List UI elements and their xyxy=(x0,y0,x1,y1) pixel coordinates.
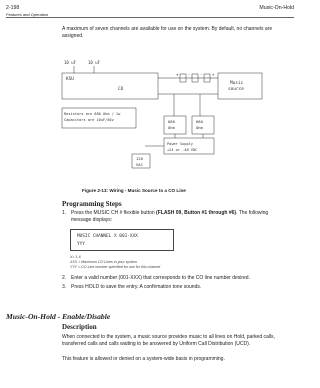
ksu-label: KSU xyxy=(66,77,74,82)
lcd-display xyxy=(70,229,174,251)
plus-left: + xyxy=(176,72,179,77)
description-paragraph-1: When connected to the system, a music source provides music to all lines on Hold, parked calls, transferred calls and calls waiting to be answered by Uniform Call Distribution (UCD). xyxy=(62,334,275,348)
r1-unit: Ohm xyxy=(168,125,175,130)
cap-left-label: 10 uF xyxy=(64,60,77,65)
ksu-box xyxy=(62,73,158,99)
intro-paragraph: A maximum of seven channels are available for use on the system. By default, no channels are assigned. xyxy=(62,26,273,40)
cap-right-label: 10 uF xyxy=(88,60,101,65)
section-title: Music-On-Hold - Enable/Disable xyxy=(6,312,111,321)
plus-right: + xyxy=(212,72,215,77)
vac-value: 120 xyxy=(136,156,143,161)
description-heading: Description xyxy=(62,323,97,331)
step-1-pre: Press the MUSIC CH # flexible button xyxy=(71,210,157,216)
lcd-note-2: XXX = Maximum CO Lines in your system xyxy=(70,260,138,264)
step-1-number: 1. xyxy=(62,210,67,216)
r2-unit: Ohm xyxy=(196,125,203,130)
step-3-text: Press HOLD to save the entry. A confirmation tone sounds. xyxy=(71,284,202,290)
lcd-line-1: MUSIC CHANNEL X 001-XXX xyxy=(77,234,138,239)
vac-unit: VAC xyxy=(136,162,143,167)
resistor-note-line1: Resistors are 680 Ohm / 1w xyxy=(64,112,121,116)
step-2-text: Enter a valid number (001-XXX) that corresponds to the CO line number desired. xyxy=(71,275,250,281)
step-2-number: 2. xyxy=(62,275,67,281)
psu-line1: Power Supply xyxy=(167,142,193,146)
figure-caption: Figure 2-13: Wiring - Music Source to a CO Line xyxy=(82,188,186,193)
step-3-number: 3. xyxy=(62,284,67,290)
co-label: CO xyxy=(118,87,124,92)
source-label: source xyxy=(228,87,244,92)
r2-value: 680 xyxy=(196,119,203,124)
dash-label: - xyxy=(200,72,203,77)
r1-value: 680 xyxy=(168,119,175,124)
wiring-figure xyxy=(60,58,268,178)
section-label: Features and Operation xyxy=(6,12,49,17)
lcd-line-2: YYY xyxy=(77,242,85,247)
lcd-note-1: X= 1-6 xyxy=(70,255,81,259)
header-rule xyxy=(6,17,294,18)
step-1-text xyxy=(71,210,286,225)
psu-line2: +24 or -48 VDC xyxy=(167,148,198,152)
resistor-note-line2: Capacitors are 10uF/50v xyxy=(64,118,114,122)
lcd-notes xyxy=(70,255,160,270)
lcd-note-3: YYY = CO Line number specified for use for this channel xyxy=(70,265,161,269)
step-1-bold: (FLASH 09, Button #1 through #6) xyxy=(156,210,237,216)
programming-heading: Programming Steps xyxy=(62,200,122,208)
chapter-title: Music-On-Hold xyxy=(259,5,294,11)
step-1-post: . The following message displays: xyxy=(71,210,269,224)
wiring-diagram xyxy=(60,58,268,178)
music-label: Music xyxy=(230,81,244,86)
minus-label: - xyxy=(188,72,191,77)
music-source-box xyxy=(218,73,262,99)
page-number: 2-198 xyxy=(6,5,20,11)
description-paragraph-2: This feature is allowed or denied on a system-wide basis in programming. xyxy=(62,356,225,362)
